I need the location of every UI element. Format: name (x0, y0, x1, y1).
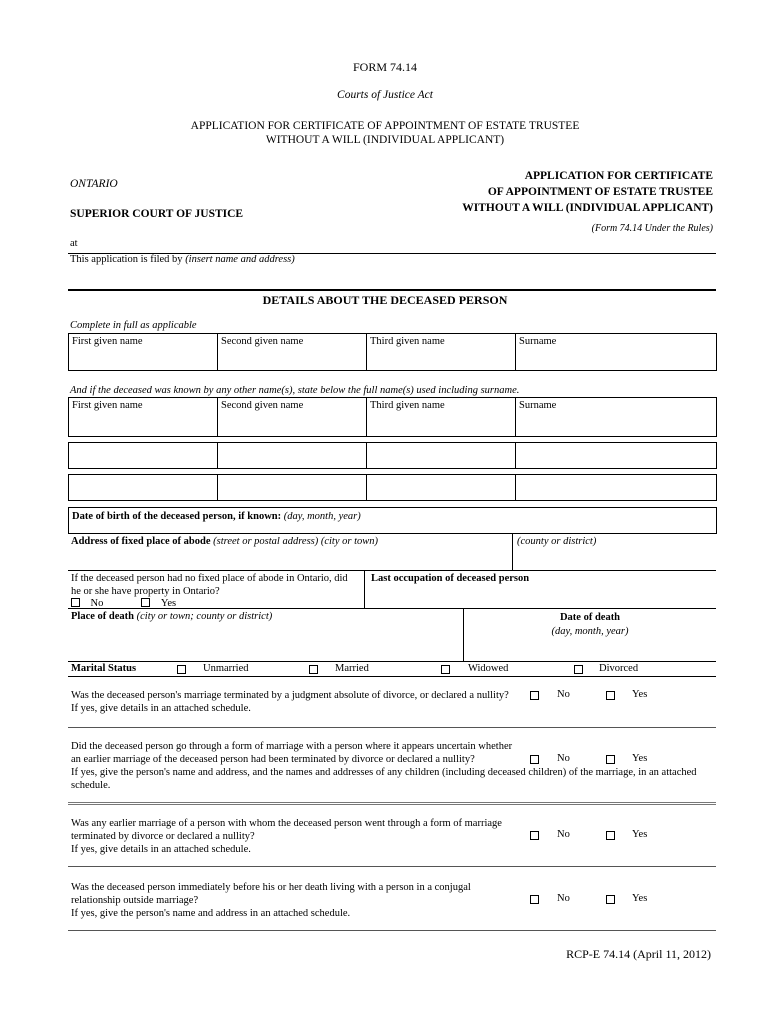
property-no-checkbox[interactable] (71, 598, 80, 607)
other-first-name-field[interactable]: First given name (72, 400, 143, 411)
no-label: No (557, 753, 570, 764)
q2-yes-checkbox[interactable] (606, 755, 615, 764)
no-label: No (90, 598, 104, 609)
filed-by-hint: (insert name and address) (185, 254, 295, 265)
other-names-note: And if the deceased was known by any other name(s), state below the full name(s) used including surname. (70, 385, 520, 396)
marital-label: Marital Status (71, 663, 137, 674)
form-number: FORM 74.14 (352, 60, 417, 74)
question-1 (71, 689, 509, 715)
right-title-3: WITHOUT A WILL (INDIVIDUAL APPLICANT) (462, 202, 713, 214)
at-label: at (70, 238, 78, 249)
property-question-1: If the deceased person had no fixed place of abode in Ontario, did (71, 573, 348, 584)
thick-divider (68, 289, 716, 291)
q2-no-checkbox[interactable] (530, 755, 539, 764)
filed-by-field[interactable] (70, 254, 295, 265)
question-text: If yes, give details in an attached schedule. (71, 844, 251, 855)
widowed-label: Widowed (468, 663, 509, 674)
province: ONTARIO (70, 178, 118, 190)
other-name-table[interactable] (68, 397, 717, 437)
title-line-2: WITHOUT A WILL (INDIVIDUAL APPLICANT) (265, 134, 505, 146)
q1-yes-checkbox[interactable] (606, 691, 615, 700)
question-text: an earlier marriage of the deceased person had been terminated by divorce or declared a nullity? (71, 754, 475, 765)
divider (68, 930, 716, 931)
property-row (68, 571, 716, 608)
divider (68, 866, 716, 867)
question-text: If yes, give the person's name and address in an attached schedule. (71, 908, 351, 919)
married-checkbox[interactable] (309, 665, 318, 674)
title-line-1: APPLICATION FOR CERTIFICATE OF APPOINTMENT OF ESTATE TRUSTEE (190, 120, 580, 132)
address-row[interactable] (68, 533, 716, 571)
question-text: Did the deceased person go through a form of marriage with a person where it appears uncertain whether (71, 741, 513, 752)
divider (68, 727, 716, 728)
question-text: Was the deceased person immediately before his or her death living with a person in a conjugal (71, 882, 471, 893)
question-text: Was any earlier marriage of a person with whom the deceased person went through a form of marriage (71, 818, 502, 829)
section-heading: DETAILS ABOUT THE DECEASED PERSON (262, 293, 508, 307)
marital-status-row (68, 661, 716, 677)
occupation-label[interactable]: Last occupation of deceased person (371, 573, 530, 584)
q1-no-checkbox[interactable] (530, 691, 539, 700)
question-text: relationship outside marriage? (71, 895, 199, 906)
question-text: terminated by divorce or declared a nullity? (71, 831, 255, 842)
divorced-label: Divorced (599, 663, 639, 674)
no-label: No (557, 689, 570, 700)
divider (68, 802, 716, 805)
property-question-2: he or she have property in Ontario? (71, 585, 220, 597)
surname-field[interactable]: Surname (519, 336, 557, 347)
date-death-label: Date of death (559, 612, 621, 623)
property-yes-checkbox[interactable] (141, 598, 150, 607)
dob-field[interactable] (68, 507, 717, 534)
unmarried-label: Unmarried (203, 663, 249, 674)
other-third-name-field[interactable]: Third given name (370, 400, 445, 411)
widowed-checkbox[interactable] (441, 665, 450, 674)
yes-label: Yes (632, 753, 648, 764)
date-death-hint: (day, month, year) (551, 626, 629, 637)
other-second-name-field[interactable]: Second given name (221, 400, 304, 411)
form-code: RCP-E 74.14 (April 11, 2012) (566, 947, 711, 961)
place-death-label: Place of death (71, 611, 137, 622)
yes-label: Yes (632, 829, 648, 840)
court-name: SUPERIOR COURT OF JUSTICE (70, 208, 244, 220)
complete-note: Complete in full as applicable (70, 320, 197, 331)
act-name: Courts of Justice Act (337, 89, 433, 101)
third-name-field[interactable]: Third given name (370, 336, 445, 347)
other-name-row-2[interactable] (68, 442, 717, 469)
q3-yes-checkbox[interactable] (606, 831, 615, 840)
place-death-hint: (city or town; county or district) (136, 611, 273, 622)
question-text: If yes, give the person's name and address, and the names and addresses of any children (including deceased children) of the marriage, in an attached (71, 767, 697, 778)
first-name-field[interactable]: First given name (72, 336, 143, 347)
yes-label: Yes (632, 893, 648, 904)
other-name-row-3[interactable] (68, 474, 717, 501)
question-4 (71, 881, 471, 920)
right-title-2: OF APPOINTMENT OF ESTATE TRUSTEE (487, 186, 713, 198)
filed-by-label: This application is filed by (70, 254, 186, 265)
no-label: No (557, 893, 570, 904)
right-title-1: APPLICATION FOR CERTIFICATE (524, 170, 713, 182)
question-text: schedule. (71, 780, 111, 791)
county-hint: (county or district) (517, 536, 597, 547)
address-label: Address of fixed place of abode (71, 536, 214, 547)
question-2 (71, 740, 697, 792)
other-surname-field[interactable]: Surname (519, 400, 557, 411)
q4-no-checkbox[interactable] (530, 895, 539, 904)
divorced-checkbox[interactable] (574, 665, 583, 674)
second-name-field[interactable]: Second given name (221, 336, 304, 347)
q3-no-checkbox[interactable] (530, 831, 539, 840)
dob-label: Date of birth of the deceased person, if known: (72, 511, 284, 522)
yes-label: Yes (632, 689, 648, 700)
yes-label: Yes (160, 598, 177, 609)
no-label: No (557, 829, 570, 840)
name-table[interactable] (68, 333, 717, 371)
death-row[interactable] (68, 608, 716, 662)
form-rule: (Form 74.14 Under the Rules) (591, 223, 713, 234)
q4-yes-checkbox[interactable] (606, 895, 615, 904)
address-hint: (street or postal address) (city or town) (213, 536, 379, 547)
unmarried-checkbox[interactable] (177, 665, 186, 674)
dob-hint: (day, month, year) (283, 511, 361, 522)
married-label: Married (335, 663, 369, 674)
question-text: If yes, give details in an attached schedule. (71, 703, 251, 714)
question-text: Was the deceased person's marriage terminated by a judgment absolute of divorce, or declared a nullity? (71, 690, 509, 701)
question-3 (71, 817, 502, 856)
